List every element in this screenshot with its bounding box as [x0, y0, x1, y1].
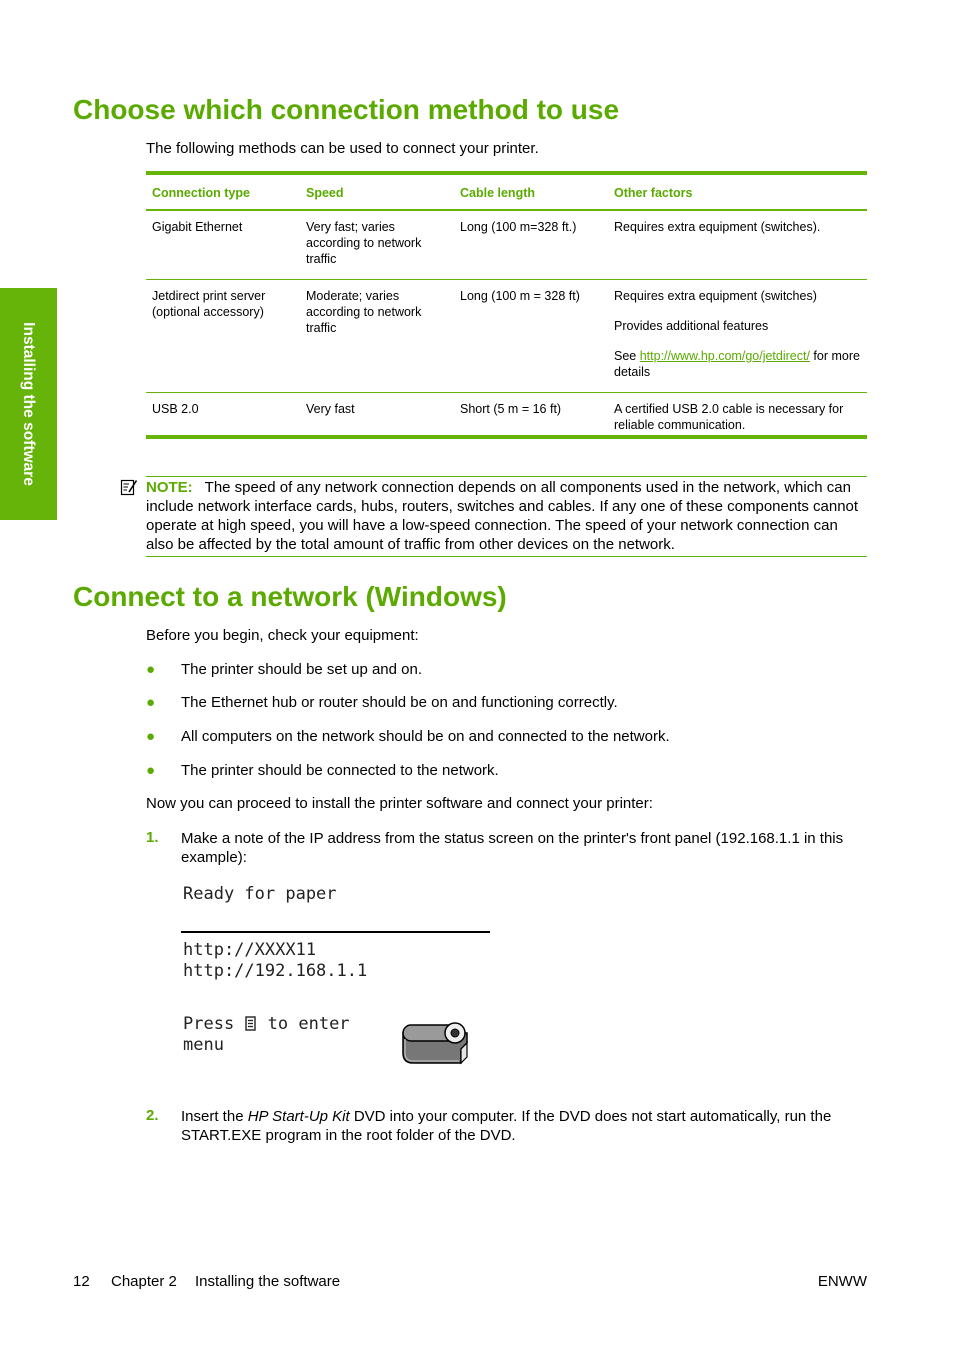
- list-item: All computers on the network should be on and connected to the network.: [181, 728, 670, 745]
- factor-text: Provides additional features: [614, 319, 769, 333]
- lcd-menu-line: menu: [183, 1035, 224, 1055]
- step-number: 1.: [146, 829, 159, 846]
- cell-length: Short (5 m = 16 ft): [460, 402, 562, 416]
- factor-text: Requires extra equipment (switches): [614, 289, 817, 303]
- lcd-url-1: http://XXXX11: [183, 940, 317, 960]
- table-row: [146, 280, 867, 393]
- factor-text: Requires extra equipment (switches).: [614, 220, 821, 234]
- connection-methods-table: [146, 171, 867, 451]
- see-suffix: for more details: [614, 349, 860, 379]
- step-number: 2.: [146, 1107, 159, 1124]
- bullet-dot: ●: [146, 728, 156, 745]
- list-item: The printer should be connected to the network.: [181, 762, 499, 779]
- step-post: DVD into your computer. If the DVD does not start automatically, run the START.EXE program in the root folder of the DVD.: [181, 1108, 832, 1144]
- lcd-press-a: Press: [183, 1014, 245, 1034]
- see-prefix: See: [614, 349, 640, 363]
- cell-length: Long (100 m=328 ft.): [454, 210, 608, 280]
- paper-roll-icon: [399, 1019, 469, 1069]
- step-text-insert-dvd: [181, 1107, 867, 1145]
- footer-chapter: Chapter 2: [111, 1273, 177, 1290]
- table-row: [146, 393, 867, 452]
- note-label: NOTE:: [146, 479, 193, 496]
- side-chapter-tab: [0, 288, 57, 520]
- footer-enww: ENWW: [817, 1273, 867, 1290]
- factor-text: A certified USB 2.0 cable is necessary for reliable communication.: [614, 402, 844, 432]
- list-item: The Ethernet hub or router should be on and functioning correctly.: [181, 694, 618, 711]
- lcd-divider: [181, 931, 490, 933]
- side-tab-label: Installing the software: [20, 322, 37, 486]
- bullet-dot: ●: [146, 762, 156, 779]
- section-title-connection-method: Choose which connection method to use: [73, 94, 620, 125]
- menu-key-icon: [244, 1016, 257, 1031]
- table-row: [146, 210, 867, 280]
- cell-type: Gigabit Ethernet: [146, 210, 300, 280]
- header-other-factors: Other factors: [608, 173, 867, 210]
- factor-see-more: [614, 348, 861, 380]
- cell-type: Jetdirect print server (optional accessory): [146, 280, 300, 393]
- cell-factors: [608, 393, 867, 452]
- connection-intro: The following methods can be used to connect your printer.: [146, 140, 539, 157]
- lcd-status: Ready for paper: [183, 884, 337, 904]
- step-pre: Insert the: [181, 1108, 248, 1125]
- equipment-intro: Before you begin, check your equipment:: [146, 627, 419, 644]
- footer-chapter-title: Installing the software: [195, 1273, 341, 1290]
- header-connection-type: Connection type: [146, 173, 300, 210]
- cell-length: Long (100 m = 328 ft): [454, 280, 608, 393]
- network-speed-note: [146, 476, 867, 557]
- proceed-text: Now you can proceed to install the printer software and connect your printer:: [146, 795, 653, 812]
- page-number: 12: [73, 1273, 90, 1290]
- table-bottom-rule: [146, 435, 867, 439]
- cell-speed: Moderate; varies according to network traffic: [300, 280, 454, 393]
- header-speed: Speed: [300, 173, 454, 210]
- cell-speed: Very fast: [306, 402, 355, 416]
- kit-name: HP Start-Up Kit: [247, 1108, 350, 1125]
- lcd-url-2: http://192.168.1.1: [183, 961, 368, 981]
- list-item: The printer should be set up and on.: [181, 661, 422, 678]
- lcd-press-line: [183, 1014, 350, 1035]
- cell-factors: [608, 210, 867, 280]
- cell-speed: Very fast; varies according to network traffic: [300, 210, 454, 280]
- cell-factors: [608, 280, 867, 393]
- header-cable-length: Cable length: [454, 173, 608, 210]
- note-text: The speed of any network connection depends on all components used in the network, which can include network interface cards, hubs, routers, switches and cables. If any one of these components cannot operate at high speed, you will have a low-speed connection. The speed of your network connection can also be affected by the total amount of traffic from other devices on the network.: [146, 479, 859, 553]
- note-icon: [120, 478, 138, 496]
- lcd-press-b: to enter: [257, 1014, 350, 1034]
- bullet-dot: ●: [146, 661, 156, 678]
- jetdirect-link[interactable]: http://www.hp.com/go/jetdirect/: [639, 349, 810, 363]
- cell-type: USB 2.0: [152, 402, 199, 416]
- bullet-dot: ●: [146, 694, 156, 711]
- section-title-connect-network: Connect to a network (Windows): [73, 581, 507, 612]
- step-text: Make a note of the IP address from the status screen on the printer's front panel (192.168.1.1 in this example):: [181, 830, 844, 866]
- table-header-row: [146, 173, 867, 210]
